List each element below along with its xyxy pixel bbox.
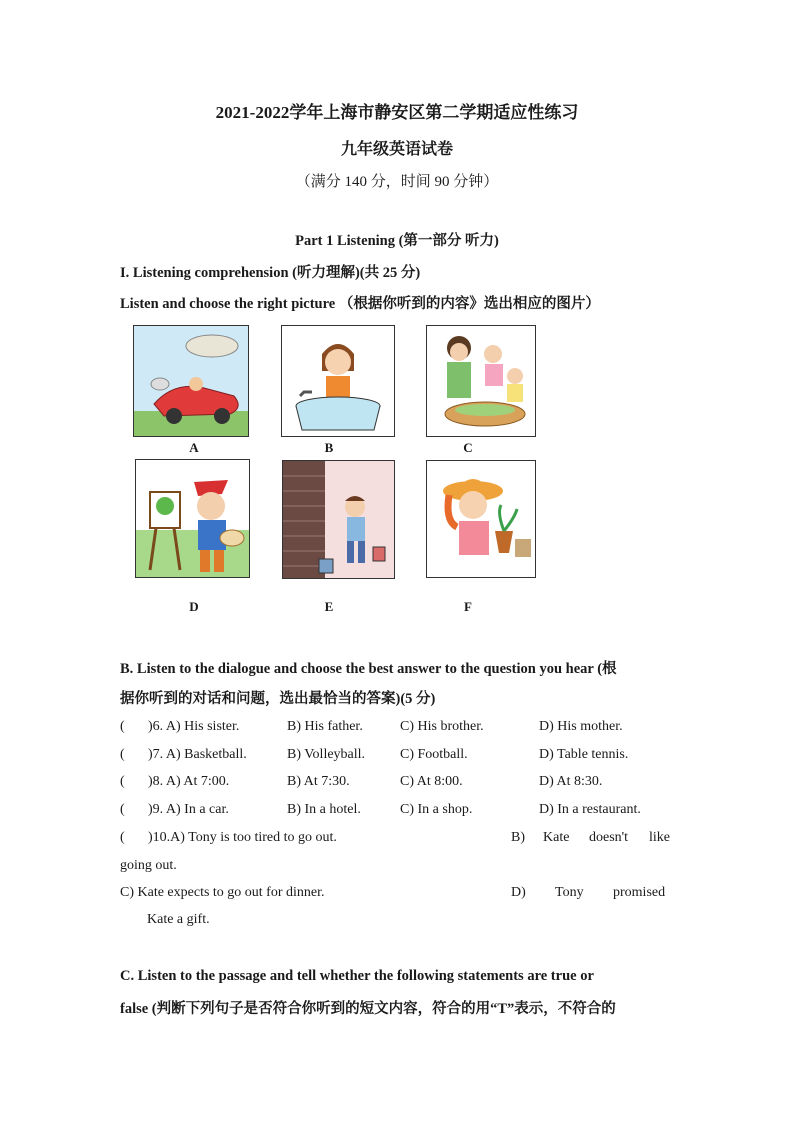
- picture-a: [133, 325, 249, 437]
- q6-option-d: D) His mother.: [539, 719, 623, 734]
- q10-option-b-label: B): [511, 830, 525, 845]
- picture-label-b: B: [324, 440, 334, 455]
- picture-label-f: F: [464, 599, 472, 614]
- picture-label-a: A: [189, 440, 199, 455]
- answer-paren-10[interactable]: (: [120, 830, 125, 845]
- q10-option-b-continued: going out.: [120, 858, 177, 873]
- section-i-heading: I. Listening comprehension (听力理解)(共 25 分): [120, 265, 421, 281]
- q9-option-c: C) In a shop.: [400, 802, 473, 817]
- car-plane-icon: [134, 326, 248, 436]
- answer-paren-8[interactable]: (: [120, 774, 125, 789]
- girl-planting-icon: [427, 461, 535, 577]
- answer-paren-7[interactable]: (: [120, 747, 125, 762]
- section-b-heading-line2: 据你听到的对话和问题，选出最恰当的答案)(5 分): [120, 691, 436, 707]
- family-cooking-icon: [427, 326, 535, 436]
- q7-option-c: C) Football.: [400, 747, 468, 762]
- picture-c: [426, 325, 536, 437]
- answer-paren-6[interactable]: (: [120, 719, 125, 734]
- section-c-heading-line2: false (判断下列句子是否符合你听到的短文内容，符合的用“T”表示，不符合的: [120, 1001, 616, 1017]
- q10-option-b-word1: Kate: [543, 830, 570, 845]
- exam-title: 2021-2022学年上海市静安区第二学期适应性练习: [215, 103, 579, 122]
- q10-option-d-word2: promised: [613, 885, 666, 900]
- q6-option-a: )6. A) His sister.: [148, 719, 240, 734]
- q9-option-a: )9. A) In a car.: [148, 802, 229, 817]
- q9-option-d: D) In a restaurant.: [539, 802, 641, 817]
- q9-option-b: B) In a hotel.: [287, 802, 361, 817]
- exam-subtitle: 九年级英语试卷: [340, 141, 453, 158]
- picture-f: [426, 460, 536, 578]
- q6-option-b: B) His father.: [287, 719, 363, 734]
- picture-d: [135, 459, 250, 578]
- girl-bath-icon: [282, 326, 394, 436]
- q7-option-a: )7. A) Basketball.: [148, 747, 247, 762]
- q7-option-d: D) Table tennis.: [539, 747, 629, 762]
- boy-painting-icon: [136, 460, 249, 577]
- picture-label-c: C: [463, 440, 473, 455]
- part-heading: Part 1 Listening (第一部分 听力): [295, 233, 499, 249]
- q10-option-b-word2: doesn't: [589, 830, 629, 845]
- q8-option-b: B) At 7:30.: [287, 774, 350, 789]
- q10-option-b-word3: like: [649, 830, 670, 845]
- picture-label-e: E: [324, 599, 334, 614]
- q6-option-c: C) His brother.: [400, 719, 484, 734]
- q10-option-d-label: D): [511, 885, 526, 900]
- q10-option-c: C) Kate expects to go out for dinner.: [120, 885, 325, 900]
- q8-option-d: D) At 8:30.: [539, 774, 603, 789]
- picture-label-d: D: [189, 599, 199, 614]
- section-a-heading: Listen and choose the right picture （根据你听到的内容》选出相应的图片）: [120, 296, 600, 312]
- answer-paren-9[interactable]: (: [120, 802, 125, 817]
- exam-info: （满分 140 分，时间 90 分钟）: [295, 174, 499, 190]
- q8-option-c: C) At 8:00.: [400, 774, 463, 789]
- q10-option-d-continued: Kate a gift.: [147, 912, 210, 927]
- q10-option-a: )10.A) Tony is too tired to go out.: [148, 830, 337, 845]
- picture-e: [282, 460, 395, 579]
- q8-option-a: )8. A) At 7:00.: [148, 774, 230, 789]
- picture-b: [281, 325, 395, 437]
- section-b-heading-line1: B. Listen to the dialogue and choose the best answer to the question you hear (根: [120, 661, 617, 677]
- section-c-heading-line1: C. Listen to the passage and tell whether the following statements are true or: [120, 968, 594, 984]
- q7-option-b: B) Volleyball.: [287, 747, 366, 762]
- q10-option-d-word1: Tony: [555, 885, 584, 900]
- boy-painting-wall-icon: [283, 461, 394, 578]
